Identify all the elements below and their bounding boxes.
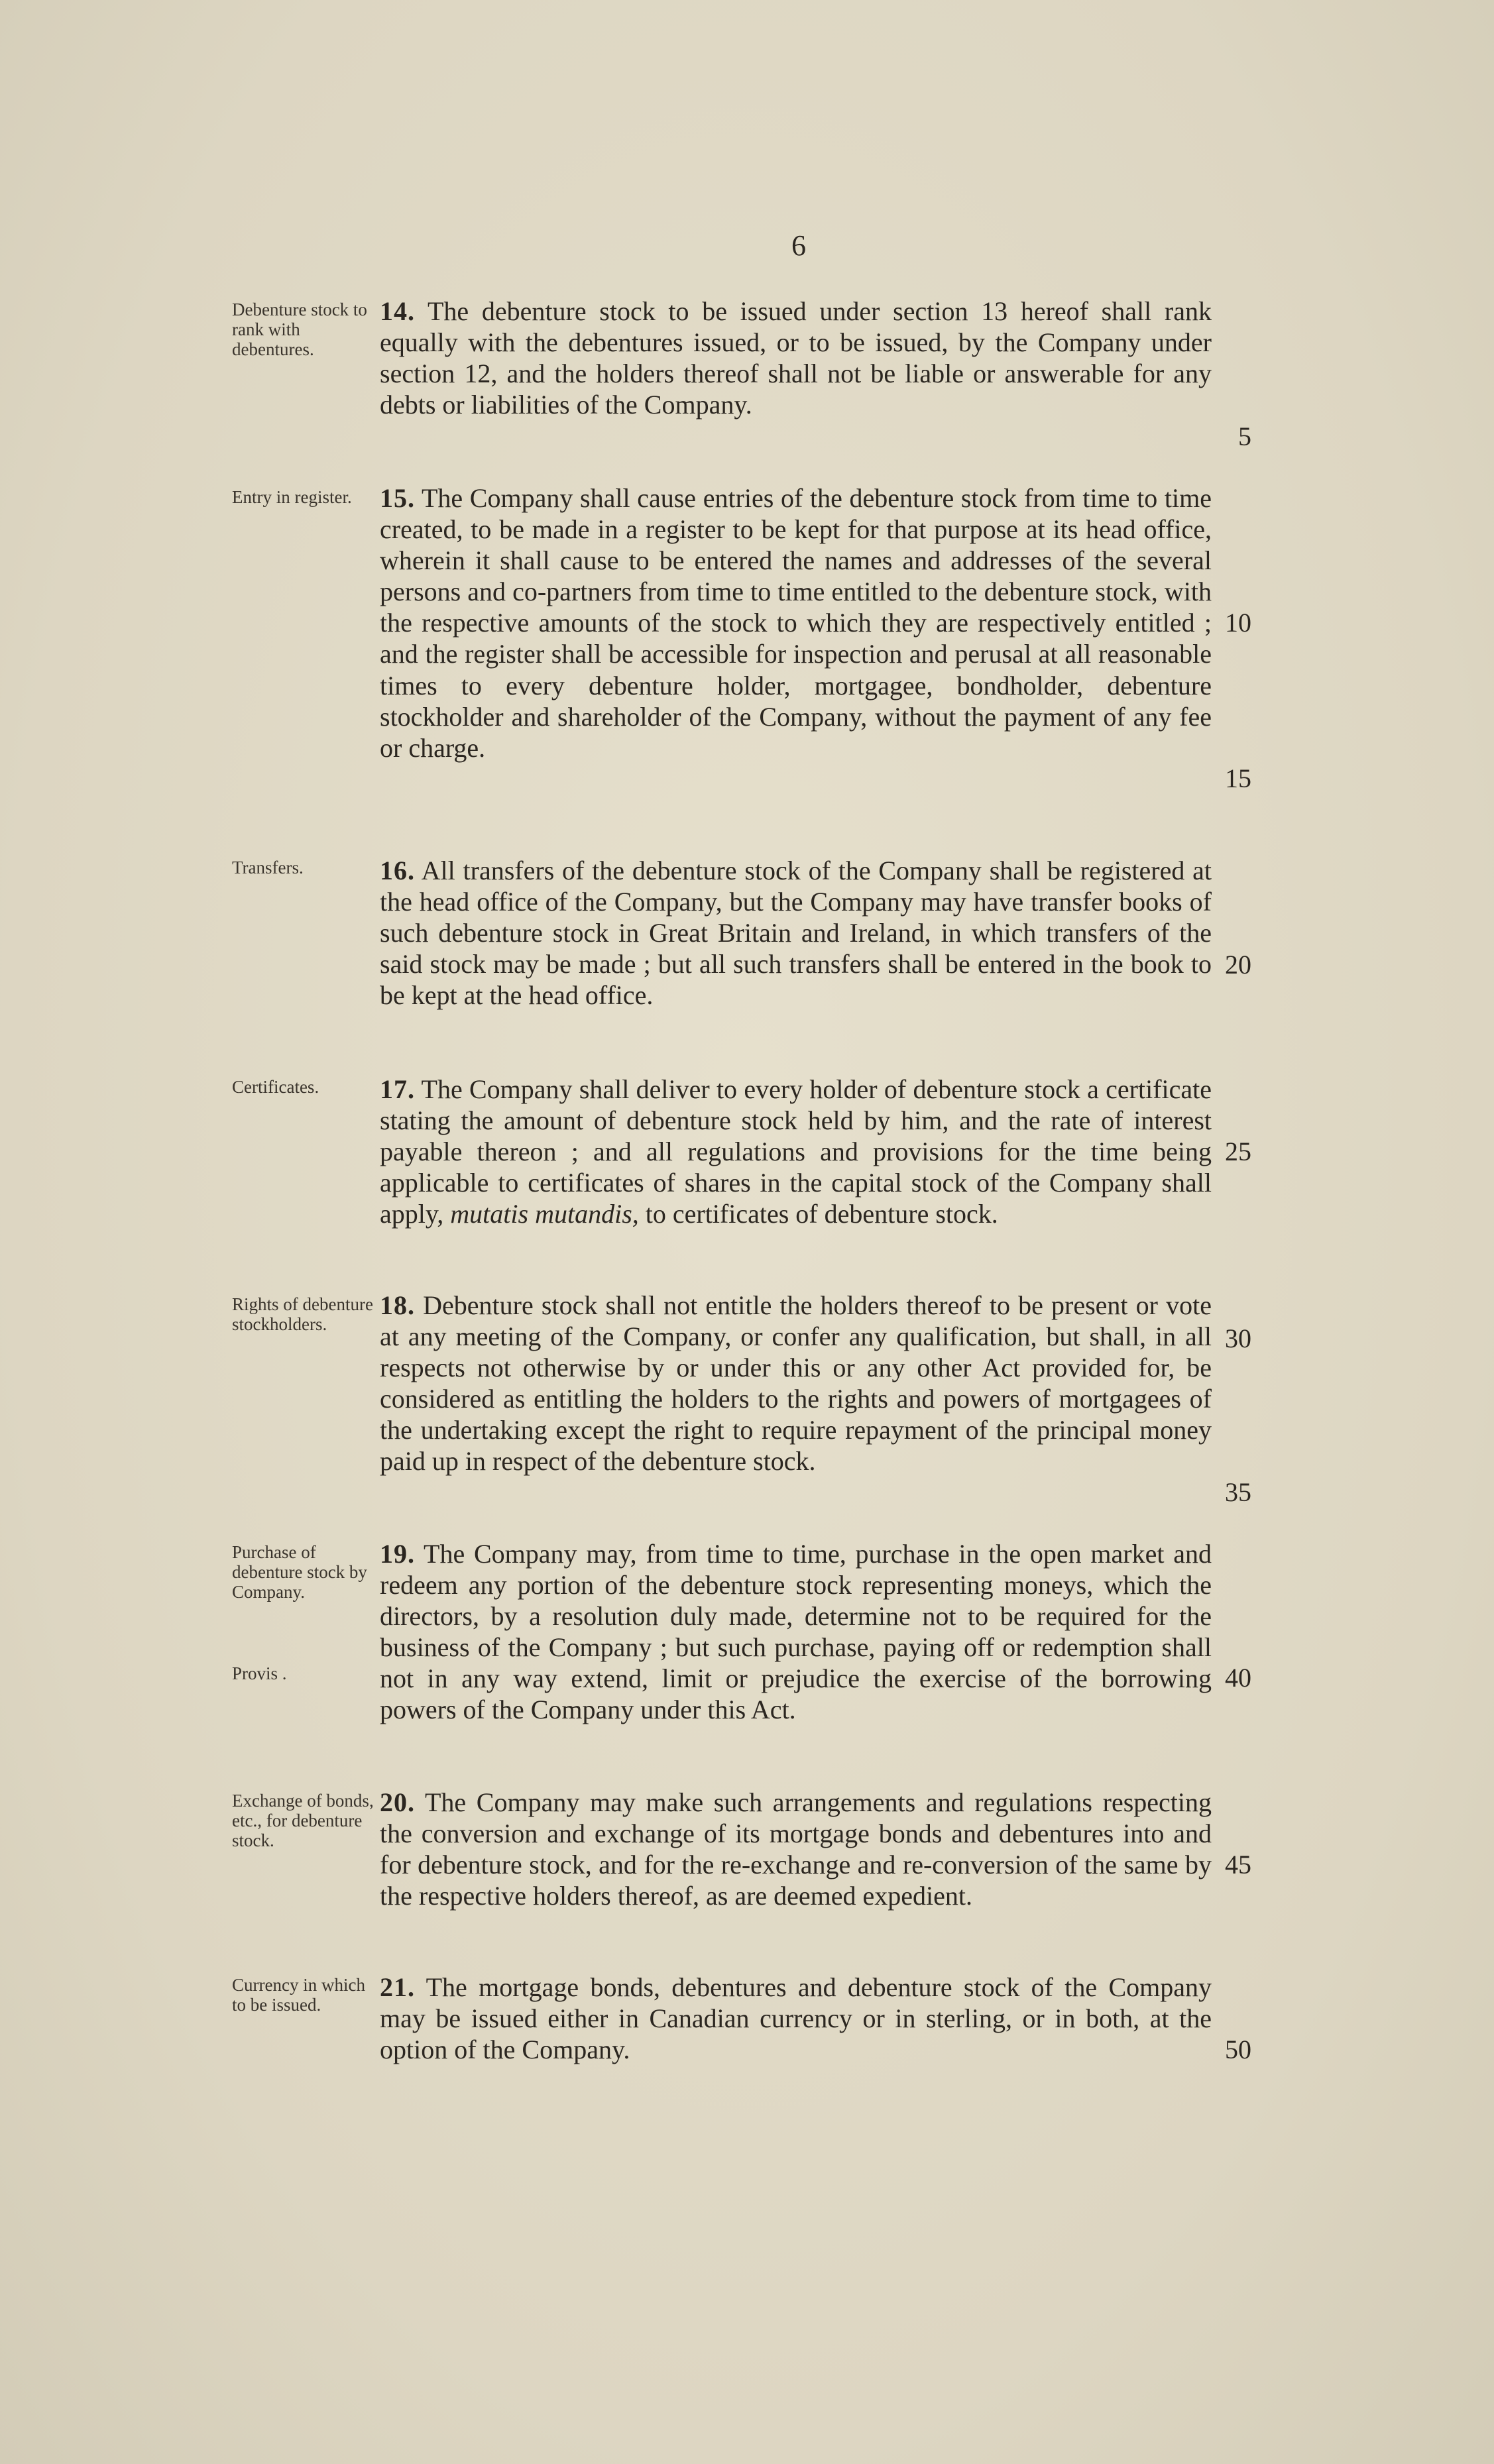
- margin-note-19-proviso: Provis .: [232, 1663, 287, 1683]
- margin-note-15: Entry in register.: [232, 487, 352, 507]
- section-text: The Company shall deliver to every holder of debenture stock a certificate stating the amount of debenture stock held by him, and the rate of interest payable thereon ; and all regulations and provisions for the time being applicable to certificates of shares in the capital stock of the Company shall apply,: [380, 1074, 1212, 1229]
- section-15: [380, 482, 1212, 763]
- section-text-end: to certificates of debenture stock.: [645, 1199, 998, 1229]
- section-number: 21.: [380, 1972, 415, 2002]
- line-number: 50: [1225, 2035, 1251, 2064]
- line-number: 5: [1238, 421, 1251, 451]
- line-number: 45: [1225, 1850, 1251, 1879]
- margin-note-21: Currency in which to be issued.: [232, 1975, 365, 2015]
- section-text: All transfers of the debenture stock of the Company shall be registered at the head office of the Company, but the Company may have transfer books of such debenture stock in Great Britain and Ireland, in which transfers of the said stock may be made ; but all such transfers shall be entered in the book to be kept at the head office.: [380, 856, 1212, 1011]
- latin-phrase: mutatis mutandis,: [450, 1199, 639, 1229]
- line-number: 15: [1225, 763, 1251, 793]
- section-number: 17.: [380, 1074, 415, 1104]
- section-number: 14.: [380, 296, 415, 326]
- margin-note-16: Transfers.: [232, 858, 304, 877]
- margin-note-17: Certificates.: [232, 1077, 319, 1097]
- margin-note-19: Purchase of debenture stock by Company.: [232, 1542, 367, 1602]
- section-21: [380, 1972, 1212, 2065]
- page-number: 6: [791, 229, 806, 262]
- section-17: [380, 1074, 1212, 1229]
- section-text: The Company shall cause entries of the debenture stock from time to time created, to be made in a register to be kept for that purpose at its head office, wherein it shall cause to be entered the names and addresses of the several persons and co-partners from time to time entitled to the debenture stock, with the respective amounts of the stock to which they are respectively entitled ; and the register shall be accessible for inspection and perusal at all reasonable times to every debenture holder, mortgagee, bondholder, debenture stockholder and shareholder of the Company, without the payment of any fee or charge.: [380, 483, 1212, 763]
- line-number: 35: [1225, 1477, 1251, 1507]
- section-text: The debenture stock to be issued under section 13 hereof shall rank equally with the debentures issued, or to be issued, by the Company under section 12, and the holders thereof shall not be liable or answerable for any debts or liabilities of the Company.: [380, 296, 1212, 420]
- section-number: 16.: [380, 856, 415, 885]
- section-text: Debenture stock shall not entitle the holders thereof to be present or vote at any meeting of the Company, or confer any qualification, but shall, in all respects not otherwise by or under this or any other Act provided for, be considered as entitling the holders to the rights and powers of mortgagees of the undertaking except the right to require repayment of the principal money paid up in respect of the debenture stock.: [380, 1290, 1212, 1477]
- section-number: 18.: [380, 1290, 415, 1320]
- section-number: 15.: [380, 483, 415, 513]
- section-number: 19.: [380, 1539, 415, 1569]
- section-14: [380, 296, 1212, 420]
- line-number: 40: [1225, 1663, 1251, 1693]
- section-16: [380, 855, 1212, 1011]
- section-20: [380, 1787, 1212, 1911]
- section-19: [380, 1538, 1212, 1726]
- section-text: The Company may, from time to time, purchase in the open market and redeem any portion of the debenture stock representing moneys, which the directors, by a resolution duly made, determine not to be required for the business of the Company ; but such purchase, paying off or redemption shall not in any way extend, limit or prejudice the exercise of the borrowing powers of the Company under this Act.: [380, 1539, 1212, 1725]
- margin-note-18: Rights of debenture stockholders.: [232, 1294, 373, 1334]
- line-number: 10: [1225, 608, 1251, 638]
- section-text: The mortgage bonds, debentures and debenture stock of the Company may be issued either in Canadian currency or in sterling, or in both, at the option of the Company.: [380, 1972, 1212, 2065]
- line-number: 25: [1225, 1137, 1251, 1166]
- section-number: 20.: [380, 1787, 415, 1817]
- line-number: 30: [1225, 1323, 1251, 1353]
- line-number: 20: [1225, 950, 1251, 980]
- margin-note-20: Exchange of bonds, etc., for debenture stock.: [232, 1791, 374, 1850]
- section-text: The Company may make such arrangements and regulations respecting the conversion and exchange of its mortgage bonds and debentures into and for debenture stock, and for the re-exchange and re-conversion of the same by the respective holders thereof, as are deemed expedient.: [380, 1787, 1212, 1911]
- margin-note-14: Debenture stock to rank with debentures.: [232, 300, 367, 359]
- section-18: [380, 1290, 1212, 1477]
